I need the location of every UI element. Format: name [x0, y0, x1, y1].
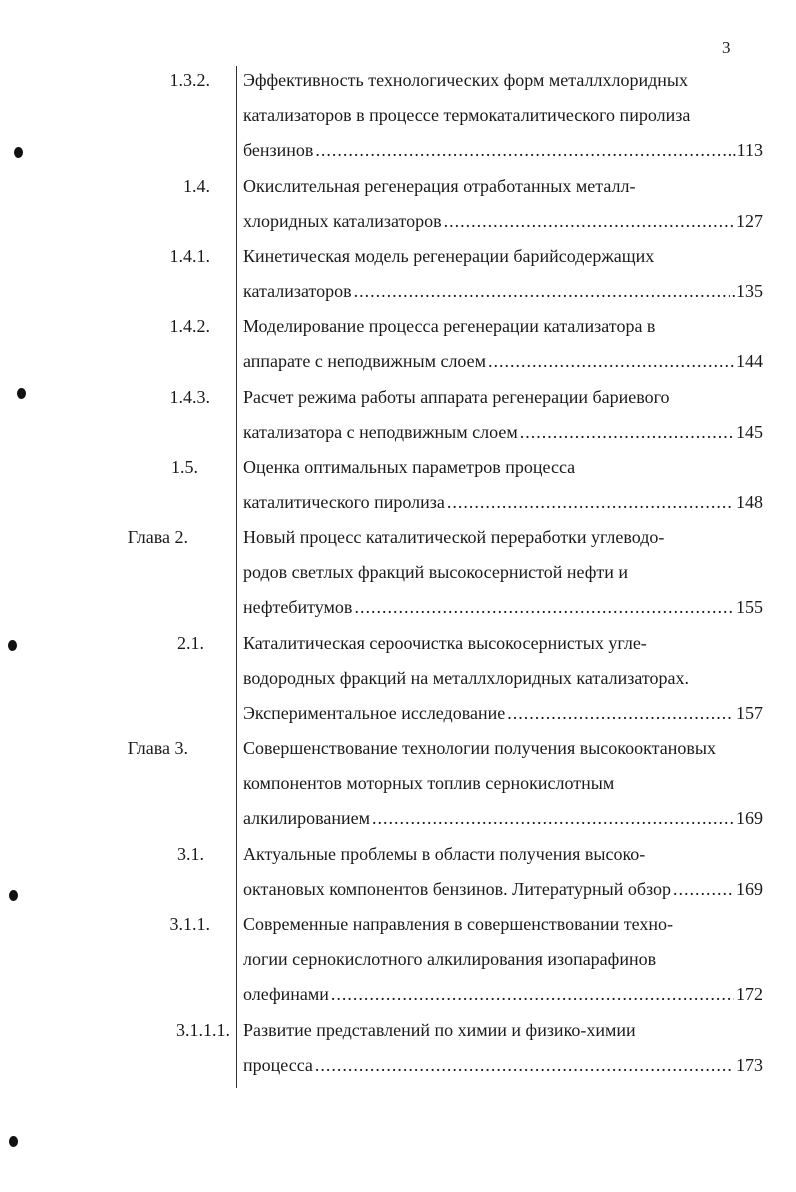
dot-leader [331, 977, 734, 1012]
toc-entry-title [243, 837, 763, 907]
toc-entry-leader-line [243, 485, 763, 520]
toc-entry-page: 155 [736, 597, 763, 617]
toc-entry-number: 3.1.1. [169, 914, 210, 934]
toc-entry-line: Актуальные проблемы в области получения высоко- [243, 844, 646, 864]
toc-entry-leader-line [243, 344, 763, 379]
dot-leader [444, 204, 734, 239]
toc-entry-leader-line [243, 133, 763, 168]
toc-entry-page: 157 [736, 703, 763, 723]
toc-entry-title [243, 169, 763, 239]
dot-leader [354, 274, 730, 309]
dot-leader [520, 415, 734, 450]
toc-entry-line: каталитического пиролиза [243, 492, 445, 512]
toc-entry-line: Расчет режима работы аппарата регенерации бариевого [243, 387, 670, 407]
toc-entry-number: 1.4.1. [169, 246, 210, 266]
toc-entry-number: 2.1. [177, 633, 204, 653]
toc-entry-title [243, 309, 763, 379]
toc-entry-leader-line [243, 696, 763, 731]
toc-entry-leader-line [243, 977, 763, 1012]
toc-entry-page: 144 [736, 351, 763, 371]
toc-entry-line: алкилированием [243, 808, 371, 828]
toc-entry-leader-line [243, 801, 763, 836]
toc-entry-leader-line [243, 590, 763, 625]
toc-entry-title [243, 520, 763, 625]
toc-divider [236, 66, 237, 1088]
toc-entry-line: катализатора с неподвижным слоем [243, 422, 518, 442]
toc-entry-number: Глава 2. [127, 527, 188, 547]
toc-entry-number: 3.1.1.1. [176, 1020, 230, 1040]
dot-leader [488, 344, 734, 379]
toc-entry-title [243, 626, 763, 731]
toc-entry-line: бензинов [243, 140, 314, 160]
toc-entry-title [243, 450, 763, 520]
toc-entry-line: Оценка оптимальных параметров процесса [243, 457, 576, 477]
toc-entry-line: хлоридных катализаторов [243, 211, 442, 231]
toc-entry-page: 173 [736, 1055, 763, 1075]
toc-entry-title [243, 907, 763, 1012]
toc-entry-page: ..113 [727, 140, 763, 160]
toc-entry-line: нефтебитумов [243, 597, 353, 617]
toc-entry-line: Кинетическая модель регенерации барийсодержащих [243, 246, 655, 266]
toc-entry-leader-line [243, 415, 763, 450]
toc-entry-line: Моделирование процесса регенерации катализатора в [243, 316, 656, 336]
toc-entry-leader-line [243, 274, 763, 309]
binding-hole [8, 640, 17, 651]
dot-leader [507, 696, 734, 731]
toc-entry-line: водородных фракций на металлхлоридных катализаторах. [243, 668, 689, 688]
toc-entry-title [243, 63, 763, 168]
toc-entry-line: Совершенствование технологии получения высокооктановых [243, 738, 716, 758]
dot-leader [354, 590, 734, 625]
binding-hole [9, 890, 18, 901]
dot-leader [447, 485, 734, 520]
dot-leader [315, 1048, 734, 1083]
toc-entry-page: .135 [731, 281, 763, 301]
toc-entry-line: катализаторов в процессе термокаталитического пиролиза [243, 105, 691, 125]
toc-entry-line: Новый процесс каталитической переработки углеводо- [243, 527, 665, 547]
binding-hole [9, 1136, 18, 1147]
toc-entry-line: аппарате с неподвижным слоем [243, 351, 487, 371]
binding-hole [14, 147, 23, 158]
toc-entry-page: 127 [736, 211, 763, 231]
dot-leader [673, 872, 734, 907]
toc-entry-page: 172 [736, 984, 763, 1004]
toc-entry-page: 148 [736, 492, 763, 512]
toc-entry-title [243, 380, 763, 450]
toc-entry-number: 3.1. [177, 844, 204, 864]
dot-leader [315, 133, 725, 168]
page-number: 3 [722, 38, 731, 57]
toc-entry-number: 1.5. [171, 457, 198, 477]
toc-entry-number: 1.4.3. [169, 387, 210, 407]
toc-entry-line: родов светлых фракций высокосернистой нефти и [243, 562, 629, 582]
toc-entry-number: 1.4.2. [169, 316, 210, 336]
toc-entry-number: Глава 3. [127, 738, 188, 758]
toc-entry-page: 169 [736, 879, 763, 899]
toc-entry-line: логии сернокислотного алкилирования изопарафинов [243, 949, 657, 969]
toc-entry-leader-line [243, 1048, 763, 1083]
toc-entry-line: Современные направления в совершенствовании техно- [243, 914, 673, 934]
toc-entry-number: 1.3.2. [169, 70, 210, 90]
toc-entry-line: Экспериментальное исследование [243, 703, 506, 723]
dot-leader [372, 801, 734, 836]
toc-entry-line: Окислительная регенерация отработанных металл- [243, 176, 636, 196]
toc-entry-line: процесса [243, 1055, 313, 1075]
toc-entry-title [243, 731, 763, 836]
toc-entry-number: 1.4. [183, 176, 210, 196]
toc-entry-line: олефинами [243, 984, 329, 1004]
toc-entry-line: Эффективность технологических форм металлхлоридных [243, 70, 688, 90]
toc-entry-line: Каталитическая сероочистка высокосернистых угле- [243, 633, 647, 653]
toc-entry-page: 145 [736, 422, 763, 442]
toc-entry-title [243, 1013, 763, 1083]
toc-entry-line: Развитие представлений по химии и физико-химии [243, 1020, 636, 1040]
toc-entry-line: октановых компонентов бензинов. Литературный обзор [243, 879, 671, 899]
toc-entry-leader-line [243, 872, 763, 907]
binding-hole [17, 388, 26, 399]
toc-entry-leader-line [243, 204, 763, 239]
toc-entry-line: катализаторов [243, 281, 352, 301]
toc-entry-title [243, 239, 763, 309]
toc-entry-line: компонентов моторных топлив сернокислотным [243, 773, 615, 793]
toc-entry-page: 169 [736, 808, 763, 828]
